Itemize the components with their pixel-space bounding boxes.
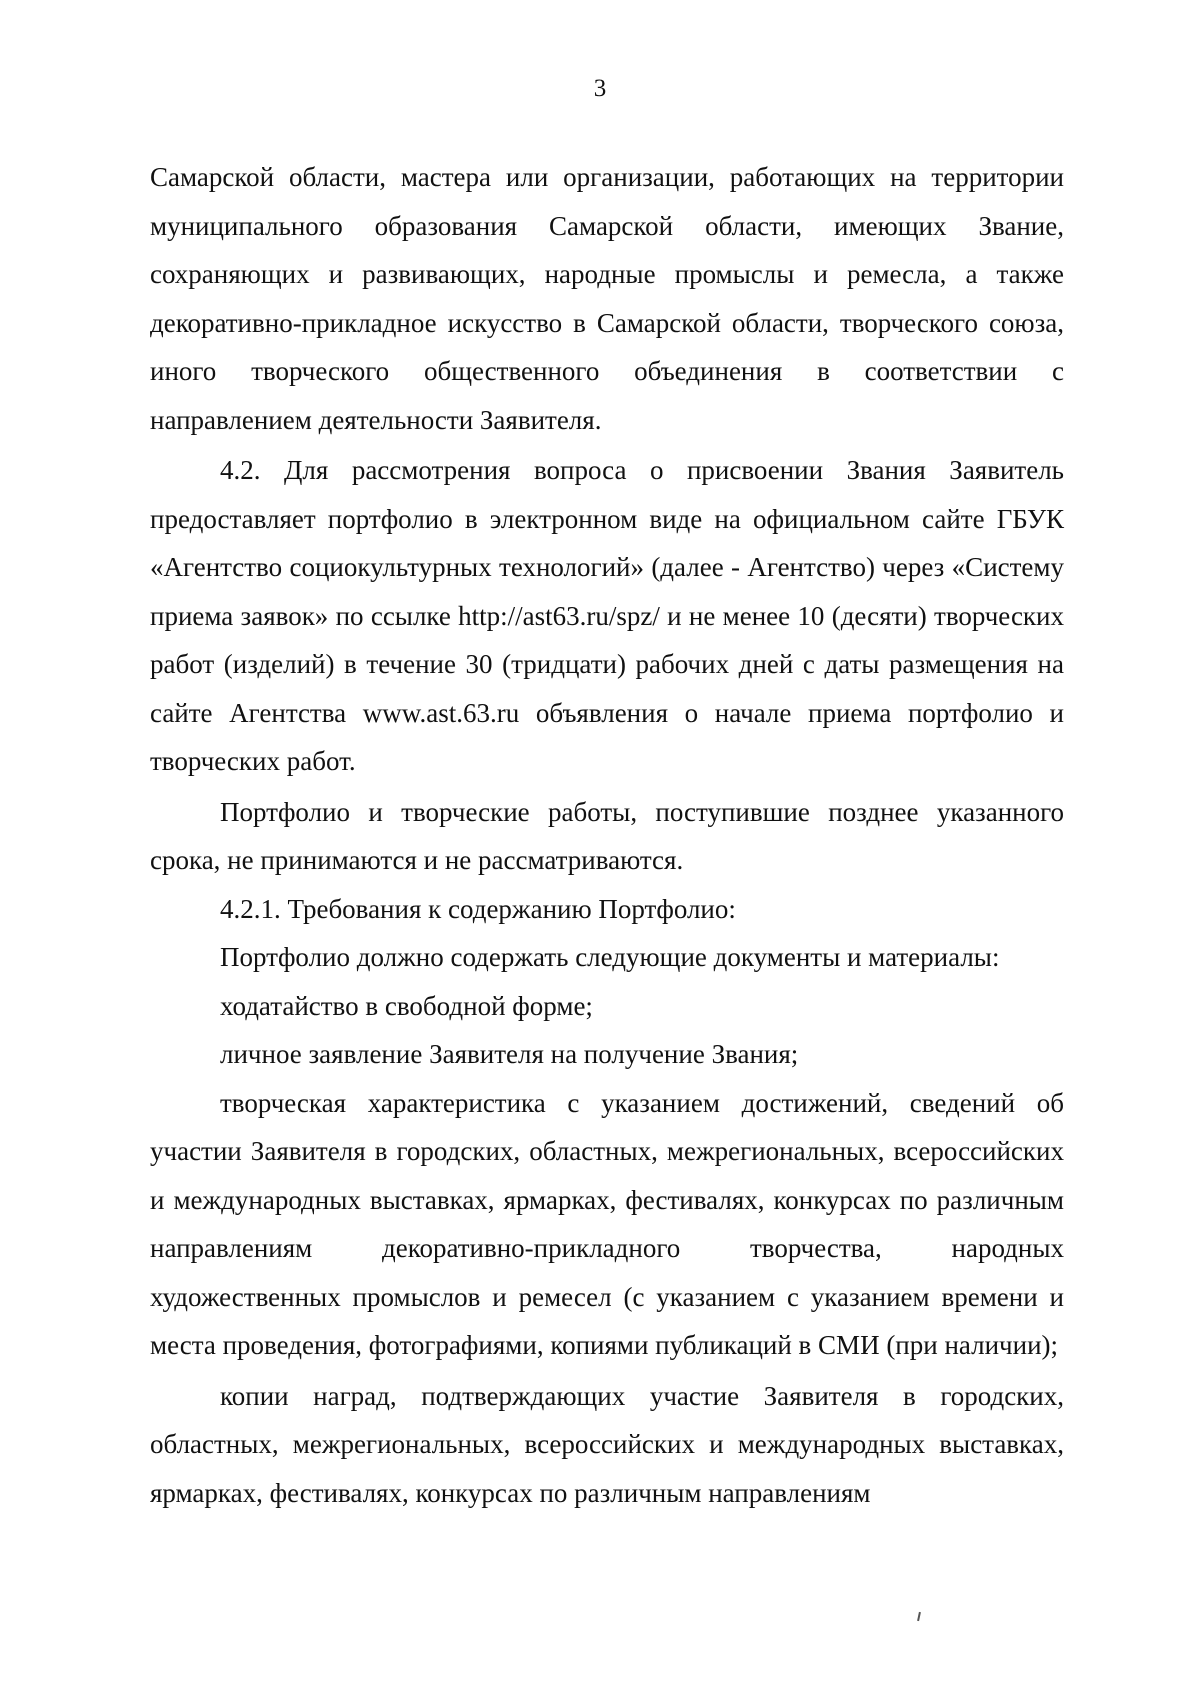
scan-mark <box>917 1612 921 1621</box>
list-item-creative-profile: творческая характеристика с указанием достижений, сведений об участии Заявителя в городских, областных, межрегиональных, всероссийских и международных выставках, ярмарках, фестивалях, конкурсах по различным направлениям декоративно-прикладного творчества, народных художественных промыслов и ремесел (с указанием с указанием времени и места проведения, фотографиями, копиями публикаций в СМИ (при наличии); <box>150 1087 1064 1360</box>
page-number: 3 <box>593 75 607 102</box>
paragraph-continuation: Самарской области, мастера или организации, работающих на территории муниципального образования Самарской области, имеющих Звание, сохраняющих и развивающих, народные промыслы и ремесла, а также декоративно-прикладное искусство в Самарской области, творческого союза, иного творческого общественного объединения в соответствии с направлением деятельности Заявителя. <box>150 162 1064 435</box>
paragraph-4-2: 4.2. Для рассмотрения вопроса о присвоении Звания Заявитель предоставляет портфолио в электронном виде на официальном сайте ГБУК «Агентство социокультурных технологий» (далее - Агентство) через «Систему приема заявок» по ссылке http://ast63.ru/spz/ и не менее 10 (десяти) творческих работ (изделий) в течение 30 (тридцати) рабочих дней с даты размещения на сайте Агентства www.ast.63.ru объявления о начале приема портфолио и творческих работ. <box>150 455 1064 776</box>
paragraph-4-2-1-heading: 4.2.1. Требования к содержанию Портфолио: <box>220 893 736 924</box>
list-item-petition: ходатайство в свободной форме; <box>220 990 593 1021</box>
paragraph-portfolio-contents: Портфолио должно содержать следующие документы и материалы: <box>220 942 1000 972</box>
list-item-personal-statement: личное заявление Заявителя на получение Звания; <box>220 1039 799 1069</box>
paragraph-deadline-note: Портфолио и творческие работы, поступившие позднее указанного срока, не принимаются и не рассматриваются. <box>150 796 1064 875</box>
list-item-award-copies: копии наград, подтверждающих участие Заявителя в городских, областных, межрегиональных, всероссийских и международных выставках, ярмарках, фестивалях, конкурсах по различным направлениям <box>150 1380 1064 1508</box>
document-body <box>150 153 1064 1517</box>
